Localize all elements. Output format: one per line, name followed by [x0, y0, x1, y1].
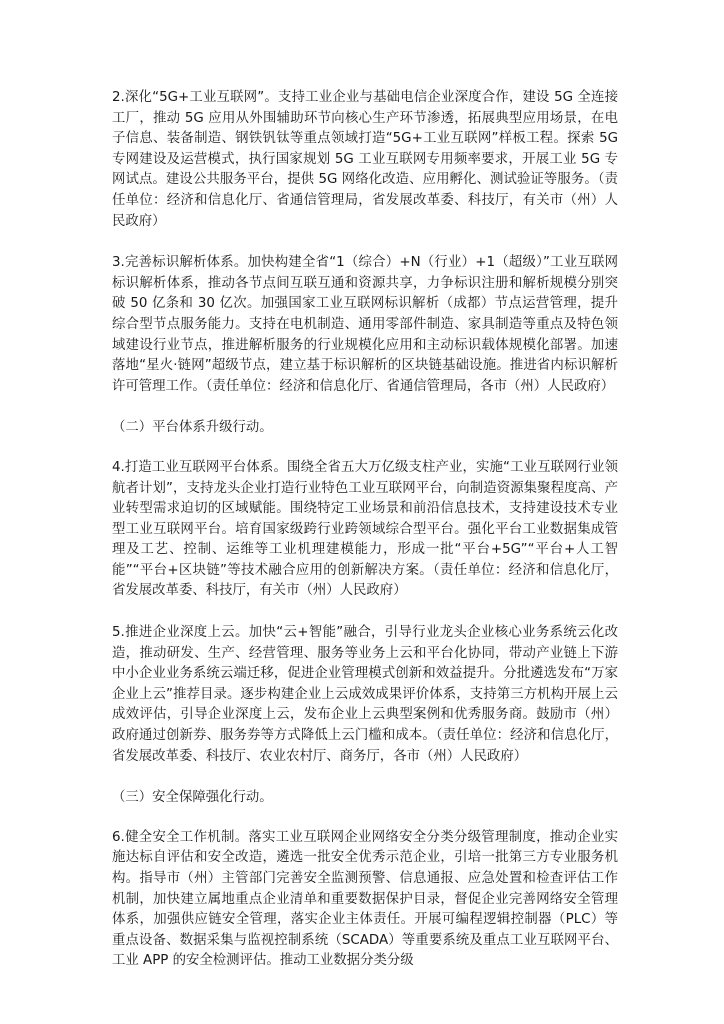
section-heading-platform-upgrade: （二）平台体系升级行动。: [112, 420, 273, 436]
paragraph-security-mechanism: 6.健全安全工作机制。落实工业互联网企业网络安全分类分级管理制度，推动企业实施达标自评估和安全改造，遴选一批安全优秀示范企业，引培一批第三方专业服务机构。指导市（州）主管部门完善安全监测预警、信息通报、应急处置和检查评估工作机制，加快建立属地重点企业清单和重要数据保护目录，督促企业完善网络安全管理体系，加强供应链安全管理，落实企业主体责任。开展可编程逻辑控制器（PLC）等重点设备、数据采集与监视控制系统（SCADA）等重要系统及重点工业互联网平台、工业 APP 的安全检测评估。推动工业数据分类分级: [112, 829, 618, 969]
paragraph-platform-system: 4.打造工业互联网平台体系。围绕全省五大万亿级支柱产业，实施“工业互联网行业领航者计划”，支持龙头企业打造行业特色工业互联网平台，向制造资源集聚程度高、产业转型需求迫切的区域赋能。围绕特定工业场景和前沿信息技术，支持建设技术专业型工业互联网平台。培育国家级跨行业跨领域综合型平台。强化平台工业数据集成管理及工艺、控制、运维等工业机理建模能力，形成一批“平台+5G”“平台+人工智能”“平台+区块链”等技术融合应用的创新解决方案。（责任单位：经济和信息化厅，省发展改革委、科技厅，有关市（州）人民政府）: [112, 459, 618, 599]
section-heading-security: （三）安全保障强化行动。: [112, 790, 273, 806]
paragraph-enterprise-cloud: 5.推进企业深度上云。加快“云+智能”融合，引导行业龙头企业核心业务系统云化改造，推动研发、生产、经营管理、服务等业务上云和平台化协同，带动产业链上下游中小企业业务系统云端迁移，促进企业管理模式创新和效益提升。分批遴选发布“万家企业上云”推荐目录。逐步构建企业上云成效成果评价体系，支持第三方机构开展上云成效评估，引导企业深度上云，发布企业上云典型案例和优秀服务商。鼓励市（州）政府通过创新券、服务券等方式降低上云门槛和成本。（责任单位：经济和信息化厅，省发展改革委、科技厅、农业农村厅、商务厅，各市（州）人民政府）: [112, 625, 618, 764]
document-body: [112, 88, 618, 993]
paragraph-5g-industrial-internet: 2.深化“5G+工业互联网”。支持工业企业与基础电信企业深度合作，建设 5G 全连接工厂，推动 5G 应用从外围辅助环节向核心生产环节渗透，拓展典型应用场景，在电子信息、装备制造、钢铁钒钛等重点领域打造“5G+工业互联网”样板工程。探索 5G 专网建设及运营模式，执行国家规划 5G 工业互联网专用频率要求，开展工业 5G 专网试点。建设公共服务平台，提供 5G 网络化改造、应用孵化、测试验证等服务。（责任单位：经济和信息化厅、省通信管理局，省发展改革委、科技厅，有关市（州）人民政府）: [112, 90, 618, 229]
paragraph-identifier-resolution: 3.完善标识解析体系。加快构建全省“1（综合）+N（行业）+1（超级）”工业互联网标识解析体系，推动各节点间互联互通和资源共享，力争标识注册和解析规模分别突破 50 亿条和 30 亿次。加强国家工业互联网标识解析（成都）节点运营管理，提升综合型节点服务能力。支持在电机制造、通用零部件制造、家具制造等重点及特色领域建设行业节点，推进解析服务的行业规模化应用和主动标识载体规模化部署。加速落地“星火·链网”超级节点，建立基于标识解析的区块链基础设施。推进省内标识解析许可管理工作。（责任单位：经济和信息化厅、省通信管理局，各市（州）人民政府）: [112, 255, 618, 394]
